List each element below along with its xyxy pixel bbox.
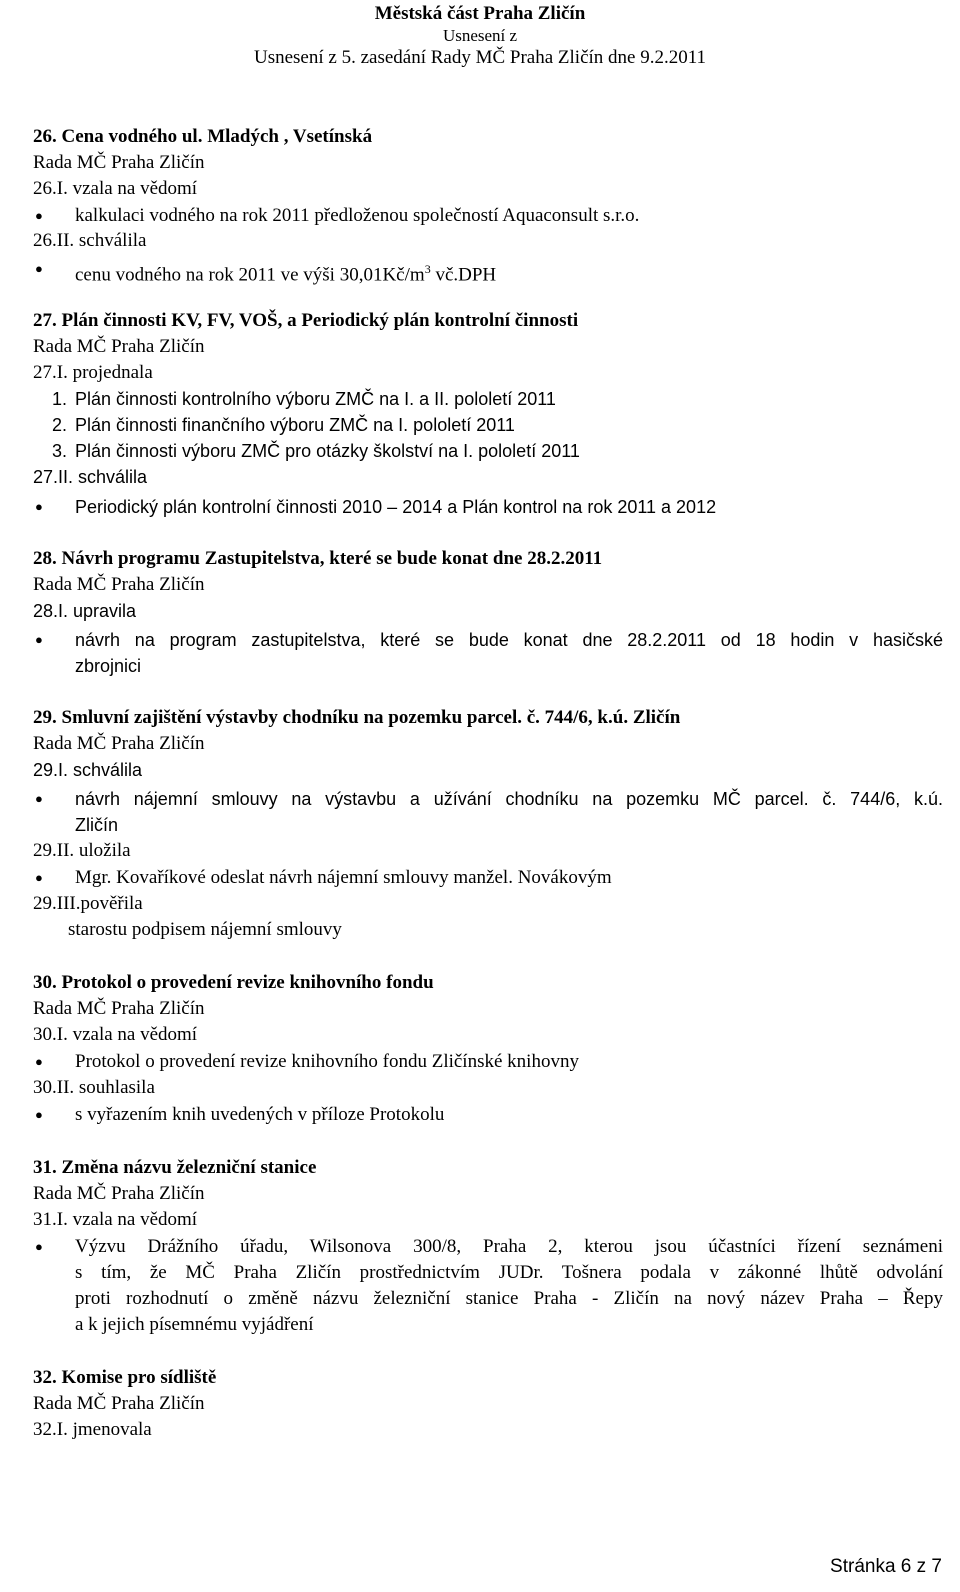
- resolution-29-1: 29.I. schválila: [33, 760, 143, 780]
- document-header-title: Městská část Praha Zličín: [374, 3, 586, 24]
- water-price-vat: vč.DPH: [430, 264, 497, 286]
- resolution-27-2: 27.II. schválila: [33, 467, 148, 487]
- section-32-heading: 32. Komise pro sídliště: [33, 1367, 217, 1388]
- section-27-heading: 27. Plán činnosti KV, FV, VOŠ, a Periodický plán kontrolní činnosti: [33, 310, 579, 331]
- resolution-26-1: 26.I. vzala na vědomí: [33, 178, 198, 199]
- resolution-26-2: 26.II. schválila: [33, 230, 147, 251]
- resolution-27-1: 27.I. projednala: [33, 362, 153, 383]
- list-item: Plán činnosti finančního výboru ZMČ na I. pololetí 2011: [75, 415, 515, 435]
- water-price-text: cenu vodného na rok 2011 ve výši 30,01Kč/m: [75, 264, 425, 286]
- bullet-icon: ●: [35, 1054, 43, 1069]
- resolution-30-1: 30.I. vzala na vědomí: [33, 1024, 198, 1045]
- resolution-28-1-item-line2: zbrojnici: [75, 656, 142, 676]
- resolution-30-1-item: Protokol o provedení revize knihovního fondu Zličínské knihovny: [75, 1051, 579, 1072]
- section-28-heading: 28. Návrh programu Zastupitelstva, které se bude konat dne 28.2.2011: [33, 548, 603, 569]
- document-header-subtitle: Usnesení z: [442, 26, 518, 45]
- list-item: Plán činnosti kontrolního výboru ZMČ na I. a II. pololetí 2011: [75, 389, 556, 409]
- bullet-icon: ●: [35, 261, 43, 276]
- section-27-body: Rada MČ Praha Zličín: [33, 336, 205, 357]
- resolution-29-2-item: Mgr. Kovaříkové odeslat návrh nájemní smlouvy manžel. Novákovým: [75, 867, 612, 888]
- resolution-26-1-item: kalkulaci vodného na rok 2011 předloženou společností Aquaconsult s.r.o.: [75, 205, 640, 226]
- bullet-icon: ●: [35, 632, 43, 647]
- document-header-session: Usnesení z 5. zasedání Rady MČ Praha Zličín dne 9.2.2011: [253, 47, 707, 68]
- resolution-28-1-item-line1: návrh na program zastupitelstva, které se bude konat dne 28.2.2011 od 18 hodin v hasičské: [75, 630, 943, 650]
- resolution-27-2-item: Periodický plán kontrolní činnosti 2010 – 2014 a Plán kontrol na rok 2011 a 2012: [75, 497, 717, 517]
- resolution-31-1-item-line3: proti rozhodnutí o změně názvu železniční stanice Praha - Zličín na nový název Praha – Řepy: [75, 1288, 943, 1309]
- resolution-31-1: 31.I. vzala na vědomí: [33, 1209, 198, 1230]
- list-item: Plán činnosti výboru ZMČ pro otázky školství na I. pololetí 2011: [75, 441, 580, 461]
- resolution-26-2-item: [75, 256, 496, 288]
- section-29-heading: 29. Smluvní zajištění výstavby chodníku na pozemku parcel. č. 744/6, k.ú. Zličín: [33, 707, 681, 728]
- section-31-body: Rada MČ Praha Zličín: [33, 1183, 205, 1204]
- resolution-29-3-text: starostu podpisem nájemní smlouvy: [68, 919, 342, 940]
- section-32-body: Rada MČ Praha Zličín: [33, 1393, 205, 1414]
- water-price-unit-sup: 3: [424, 262, 431, 276]
- list-item-number: 3.: [52, 441, 68, 461]
- section-30-heading: 30. Protokol o provedení revize knihovního fondu: [33, 972, 434, 993]
- resolution-30-2-item: s vyřazením knih uvedených v příloze Protokolu: [75, 1104, 445, 1125]
- bullet-icon: ●: [35, 499, 43, 514]
- bullet-icon: ●: [35, 1239, 43, 1254]
- section-28-body: Rada MČ Praha Zličín: [33, 574, 205, 595]
- section-29-body: Rada MČ Praha Zličín: [33, 733, 205, 754]
- resolution-30-2: 30.II. souhlasila: [33, 1077, 155, 1098]
- bullet-icon: ●: [35, 870, 43, 885]
- section-30-body: Rada MČ Praha Zličín: [33, 998, 205, 1019]
- resolution-32-1: 32.I. jmenovala: [33, 1419, 152, 1440]
- resolution-28-1: 28.I. upravila: [33, 601, 137, 621]
- list-item-number: 2.: [52, 415, 68, 435]
- resolution-31-1-item-line4: a k jejich písemnému vyjádření: [75, 1314, 314, 1335]
- bullet-icon: ●: [35, 208, 43, 223]
- resolution-31-1-item-line2: s tím, že MČ Praha Zličín prostřednictvím JUDr. Tošnera podala v zákonné lhůtě odvolání: [75, 1262, 943, 1283]
- resolution-29-2: 29.II. uložila: [33, 840, 131, 861]
- section-26-heading: 26. Cena vodného ul. Mladých , Vsetínská: [33, 126, 373, 147]
- list-item-number: 1.: [52, 389, 68, 409]
- bullet-icon: ●: [35, 1107, 43, 1122]
- page-number-footer: Stránka 6 z 7: [830, 1556, 942, 1577]
- bullet-icon: ●: [35, 791, 43, 806]
- resolution-31-1-item-line1: Výzvu Drážního úřadu, Wilsonova 300/8, Praha 2, kterou jsou účastníci řízení seznámeni: [75, 1236, 943, 1257]
- resolution-29-3: 29.III.pověřila: [33, 893, 143, 914]
- resolution-29-1-item-line1: návrh nájemní smlouvy na výstavbu a užívání chodníku na pozemku MČ parcel. č. 744/6, k.ú.: [75, 789, 943, 809]
- resolution-29-1-item-line2: Zličín: [75, 815, 119, 835]
- section-26-body: Rada MČ Praha Zličín: [33, 152, 205, 173]
- section-31-heading: 31. Změna názvu železniční stanice: [33, 1157, 317, 1178]
